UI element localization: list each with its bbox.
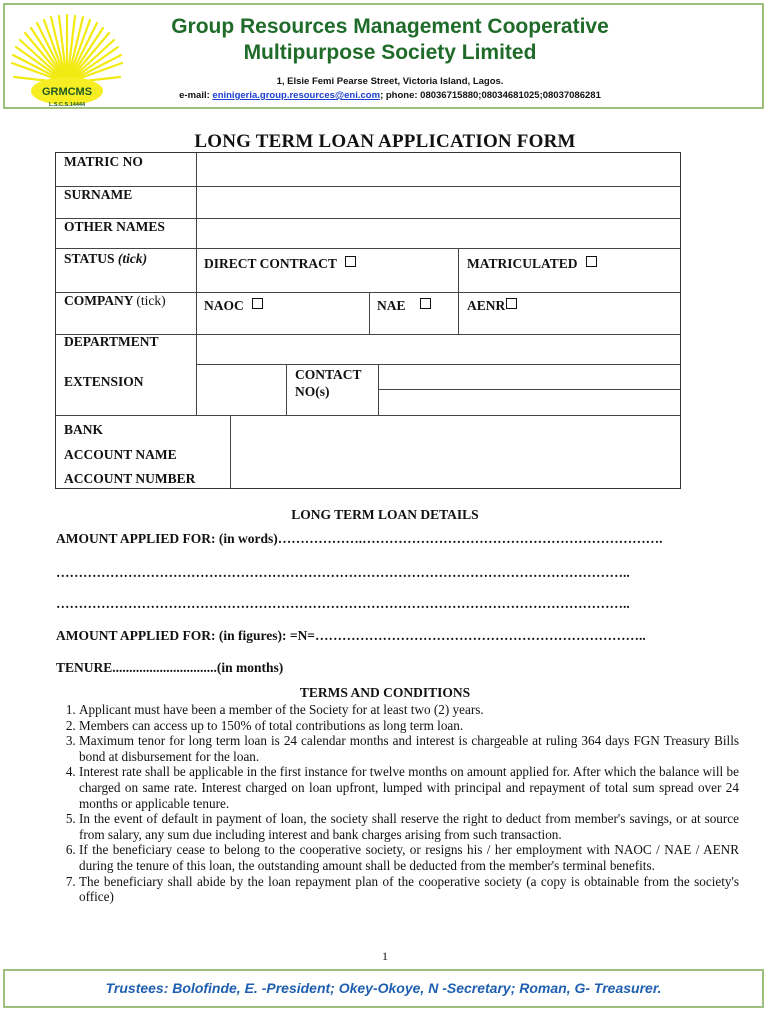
svg-text:GRMCMS: GRMCMS [41, 86, 93, 98]
row-divider [56, 186, 680, 187]
list-item: 7. The beneficiary shall abide by the loan repayment plan of the cooperative society (a copy is obtainable from the society's office) [79, 874, 739, 905]
list-item: 1. Applicant must have been a member of the Society for at least two (2) years. [79, 702, 739, 718]
terms-list [56, 702, 739, 905]
matriculated-option[interactable]: MATRICULATED [467, 256, 597, 272]
phone-numbers: 08036715880;08034681025;08037086281 [420, 90, 601, 101]
trustees-footer [3, 969, 764, 1008]
dotted-line: ……………………………………………………………………………………………………………….. [56, 565, 630, 580]
form-title: LONG TERM LOAN APPLICATION FORM [194, 131, 576, 152]
org-name-line1: Group Resources Management Cooperative [171, 15, 609, 38]
col-divider [230, 415, 231, 489]
company-hint: (tick) [136, 293, 166, 308]
trustees-text: Trustees: Bolofinde, E. -President; Okey-Okoye, N -Secretary; Roman, G- Treasurer. [105, 980, 662, 996]
account-name-label: ACCOUNT NAME [64, 447, 177, 462]
phone-label: ; phone: [380, 90, 418, 101]
row-divider [56, 248, 680, 249]
email-link[interactable]: eninigeria.group.resources@eni.com [212, 90, 381, 101]
list-item: 2. Members can access up to 150% of total contributions as long term loan. [79, 718, 739, 734]
list-item: 5. In the event of default in payment of loan, the society shall reserve the right to deduct from member's savings, or at source from salary, any sum due including interest and bank charges arising from such transaction. [79, 811, 739, 842]
col-divider [196, 153, 197, 415]
status-label: STATUS (tick) [64, 251, 148, 266]
checkbox-icon[interactable] [506, 298, 517, 309]
checkbox-icon[interactable] [586, 256, 597, 267]
other-names-label: OTHER NAMES [64, 219, 165, 234]
dotted-line: ……………………………………………………………………………………………………………….. [56, 596, 630, 611]
svg-text:L.S.C.S.14444: L.S.C.S.14444 [48, 102, 86, 108]
checkbox-icon[interactable] [420, 298, 431, 309]
bank-label: BANK [64, 422, 104, 437]
direct-contract-option[interactable]: DIRECT CONTRACT [204, 256, 356, 272]
surname-label: SURNAME [64, 187, 133, 202]
terms-heading: TERMS AND CONDITIONS [299, 685, 471, 700]
col-divider [369, 292, 370, 334]
amount-figures-line: AMOUNT APPLIED FOR: (in figures): =N=……………………………………………………………….. [56, 628, 646, 643]
company-label: COMPANY (tick) [64, 293, 166, 308]
org-contact [105, 90, 675, 101]
checkbox-icon[interactable] [345, 256, 356, 267]
list-item: 6. If the beneficiary cease to belong to the cooperative society, or resigns his / her employment with NAOC / NAE / AENR during the tenure of this loan, the outstanding amount shall be deducted from the member's terminal benefits. [79, 842, 739, 873]
extension-label: EXTENSION [64, 374, 144, 389]
amount-words-line: AMOUNT APPLIED FOR: (in words)……………….…………………………………………………………. [56, 531, 663, 546]
row-divider [196, 364, 680, 365]
account-number-label: ACCOUNT NUMBER [64, 471, 196, 486]
department-label: DEPARTMENT [64, 334, 159, 349]
page-number: 1 [382, 949, 388, 963]
contact-label-2: NO(s) [295, 384, 330, 399]
col-divider [286, 364, 287, 415]
contact-label: CONTACT [295, 367, 362, 382]
email-label: e-mail: [179, 90, 210, 101]
loan-details-heading: LONG TERM LOAN DETAILS [291, 507, 479, 522]
row-divider [56, 415, 680, 416]
status-hint: (tick) [117, 251, 148, 266]
org-address: 1, Elsie Femi Pearse Street, Victoria Island, Lagos. [276, 76, 504, 87]
tenure-line: TENURE...............................(in months) [56, 660, 284, 675]
matric-no-label: MATRIC NO [64, 154, 143, 169]
naoc-option[interactable]: NAOC [204, 298, 263, 314]
org-name-line2: Multipurpose Society Limited [243, 41, 537, 64]
letterhead [3, 3, 764, 109]
col-divider [378, 364, 379, 415]
nae-option[interactable]: NAE [377, 298, 431, 314]
col-divider [458, 248, 459, 334]
aenr-option[interactable]: AENR [467, 298, 517, 314]
list-item: 4. Interest rate shall be applicable in the first instance for twelve months on amount applied for. After which the balance will be charged on same rate. Interest charged on loan upfront, lumped with principal and repayment of total sum spread over 24 months or applicable tenure. [79, 764, 739, 811]
checkbox-icon[interactable] [252, 298, 263, 309]
row-divider [378, 389, 680, 390]
list-item: 3. Maximum tenor for long term loan is 24 calendar months and interest is chargeable at ruling 364 days FGN Treasury Bills bond at disbursement for the loan. [79, 733, 739, 764]
applicant-details-table [55, 152, 681, 489]
